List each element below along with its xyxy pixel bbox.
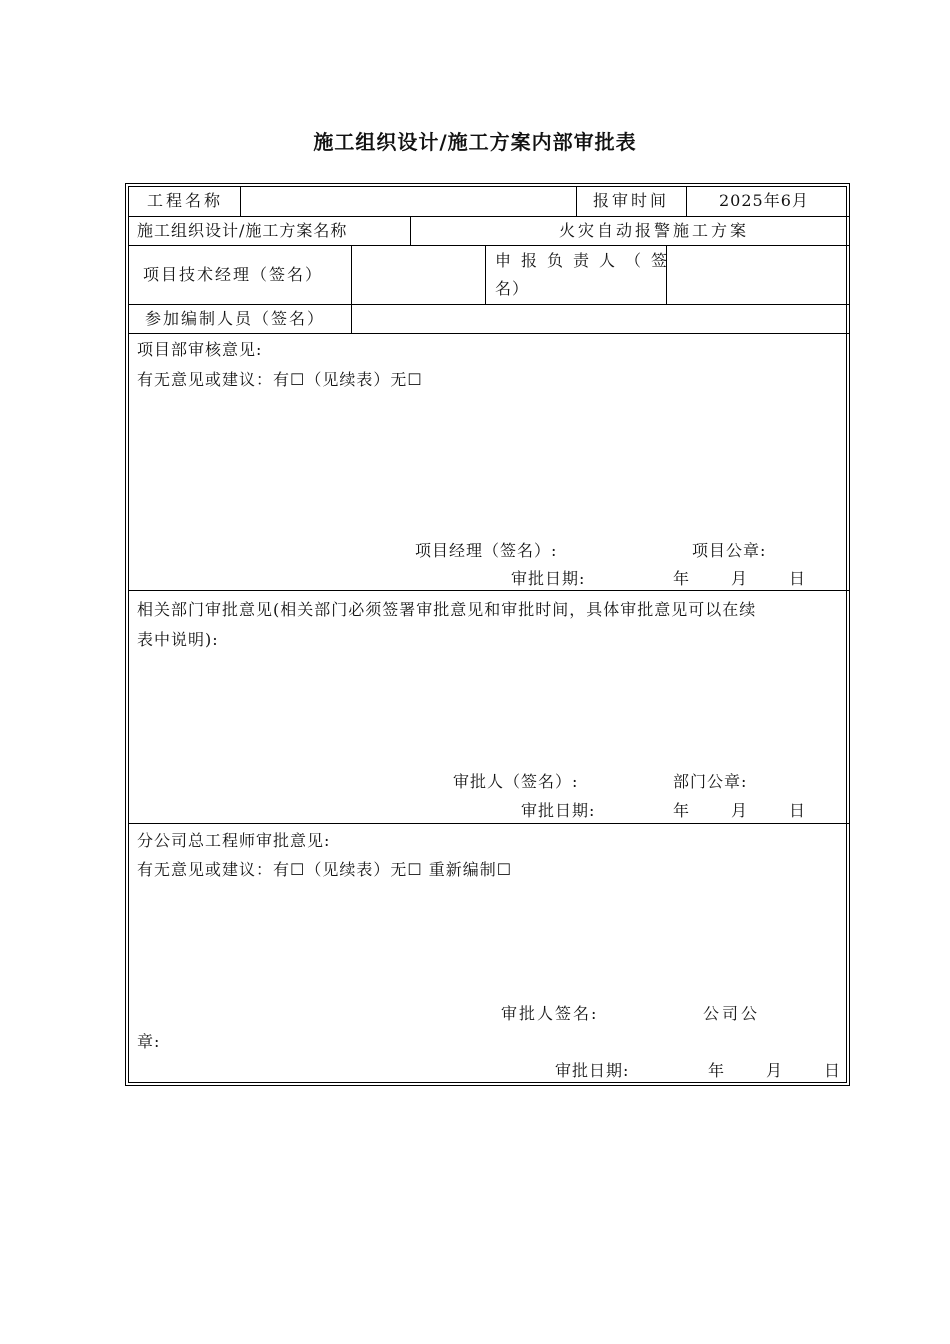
- section3-options[interactable]: 有无意见或建议：有☐（见续表）无☐ 重新编制☐: [137, 860, 513, 879]
- section3-approver-sign-label: 审批人签名:: [501, 1004, 599, 1023]
- col-divider: [240, 187, 241, 216]
- row-divider: [129, 216, 849, 217]
- tech-manager-label: 项目技术经理（签名）: [143, 265, 324, 284]
- section2-heading: 相关部门审批意见(相关部门必须签署审批意见和审批时间，具体审批意见可以在续: [137, 600, 757, 619]
- section1-options[interactable]: 有无意见或建议：有☐（见续表）无☐: [137, 370, 423, 389]
- col-divider: [686, 187, 687, 216]
- table-inner-border: [128, 186, 847, 1083]
- col-divider: [485, 245, 486, 304]
- section-divider: [129, 590, 849, 591]
- row-divider: [129, 304, 849, 305]
- submit-time-value[interactable]: 2025年6月: [719, 191, 809, 210]
- project-name-field[interactable]: [245, 191, 571, 211]
- section1-day: 日: [789, 569, 807, 588]
- section3-day: 日: [824, 1061, 842, 1080]
- form-title: 施工组织设计/施工方案内部审批表: [313, 130, 637, 154]
- company-seal-label-wrap: 章:: [137, 1032, 161, 1051]
- project-seal-label: 项目公章:: [692, 541, 767, 560]
- project-manager-sign-label: 项目经理（签名）:: [415, 541, 558, 560]
- submit-time-label: 报审时间: [593, 191, 670, 210]
- project-name-label: 工程名称: [147, 191, 224, 210]
- section3-month: 月: [766, 1061, 784, 1080]
- section2-date-label: 审批日期:: [521, 801, 596, 820]
- section-divider: [129, 823, 849, 824]
- plan-name-value[interactable]: 火灾自动报警施工方案: [559, 221, 750, 240]
- responsible-signature-field[interactable]: [671, 249, 845, 301]
- section3-date-label: 审批日期:: [555, 1061, 630, 1080]
- section1-month: 月: [731, 569, 749, 588]
- row-divider: [129, 333, 849, 334]
- tech-manager-signature-field[interactable]: [355, 249, 481, 301]
- col-divider: [351, 245, 352, 333]
- col-divider: [410, 216, 411, 245]
- section2-month: 月: [731, 801, 749, 820]
- section3-heading: 分公司总工程师审批意见:: [137, 831, 331, 850]
- responsible-label-wrap: 名）: [495, 279, 530, 298]
- section1-year: 年: [673, 569, 691, 588]
- approval-table: [125, 183, 850, 1086]
- section2-approver-sign-label: 审批人（签名）:: [453, 772, 579, 791]
- dept-seal-label: 部门公章:: [673, 772, 748, 791]
- section3-year: 年: [708, 1061, 726, 1080]
- section2-year: 年: [673, 801, 691, 820]
- section1-date-label: 审批日期:: [511, 569, 586, 588]
- section2-heading-wrap: 表中说明):: [137, 630, 219, 649]
- plan-name-label: 施工组织设计/施工方案名称: [137, 221, 348, 240]
- staff-label: 参加编制人员（签名）: [145, 309, 326, 328]
- responsible-label: 申报负责人（签: [495, 251, 678, 270]
- company-seal-label: 公司公: [703, 1004, 761, 1023]
- row-divider: [129, 245, 849, 246]
- section1-heading: 项目部审核意见:: [137, 340, 263, 359]
- col-divider: [576, 187, 577, 216]
- section2-day: 日: [789, 801, 807, 820]
- staff-signature-field[interactable]: [355, 309, 845, 329]
